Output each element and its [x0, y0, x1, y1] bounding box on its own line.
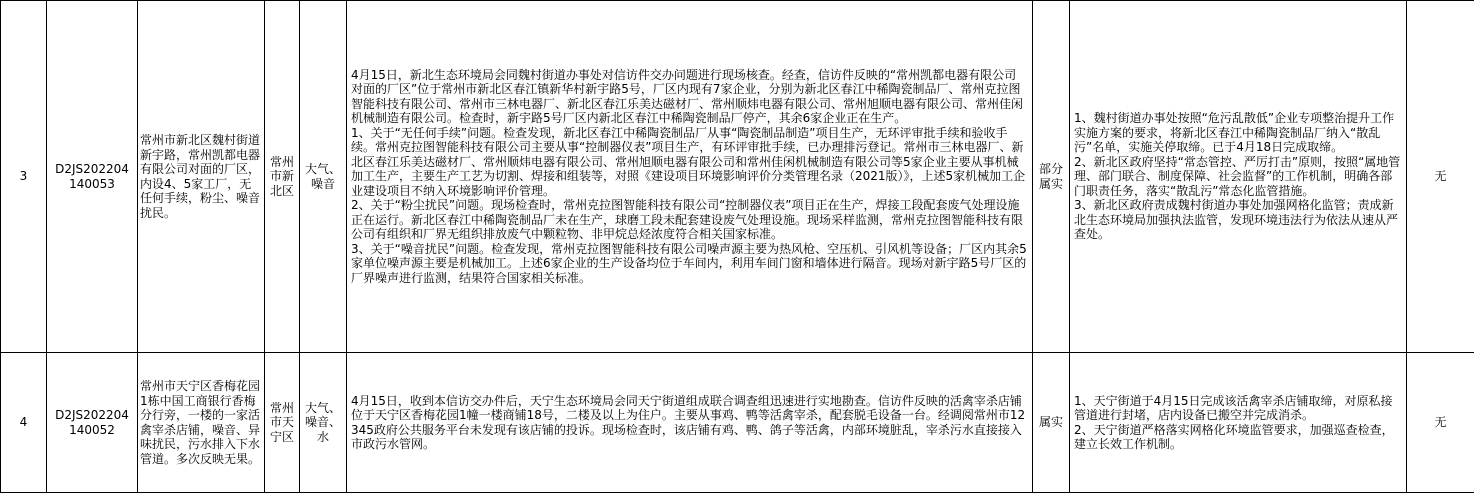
handling-measures: 1、天宁街道于4月15日完成该活禽宰杀店铺取缔，对原私接管道进行封堵，店内设备已搬空并完成消杀。 2、天宁街道严格落实网格化环境监管要求，加强巡查检查，建立长效工作机制。 — [1070, 353, 1407, 493]
pollution-type: 大气、噪音、水 — [300, 353, 347, 493]
investigation-result: 4月15日，新北生态环境局会同魏村街道办事处对信访件交办问题进行现场核查。经查，信访件反映的“常州凯都电器有限公司对面的厂区”位于常州市新北区春江镇新华村新宇路5号，厂区内现有7家企业，分别为新北区春江中稀陶瓷制品厂、常州克拉图智能科技有限公司、常州市三林电器厂、新北区春江乐美达磁材厂、常州顺炜电器有限公司、常州旭顺电器有限公司、常州佳闲机械制造有限公司。检查时，新宇路5号厂区内新北区春江中稀陶瓷制品厂停产，其余6家企业正在生产。 1、关于“无任何手续”问题。检查发现，新北区春江中稀陶瓷制品厂从事“陶瓷制品制造”项目生产，无环评审批手续和验收手续。常州克拉图智能科技有限公司主要从事“控制器仪表”项目生产，有环评审批手续，已办理排污登记。常州市三林电器厂、新北区春江乐美达磁材厂、常州顺炜电器有限公司、常州旭顺电器有限公司和常州佳闲机械制造有限公司等5家企业主要从事机械加工生产，主要生产工艺为切割、焊接和组装等，对照《建设项目环境影响评价分类管理名录（2021版）》，上述5家机械加工企业建设项目不纳入环境影响评价管理。 2、关于“粉尘扰民”问题。现场检查时，常州克拉图智能科技有限公司“控制器仪表”项目正在生产，焊接工段配套废气处理设施正在运行。新北区春江中稀陶瓷制品厂未在生产，球磨工段未配套建设废气处理设施。现场采样监测，常州克拉图智能科技有限公司有组织和厂界无组织排放废气中颗粒物、非甲烷总烃浓度符合相关国家标准。 3、关于“噪音扰民”问题。检查发现，常州克拉图智能科技有限公司噪声源主要为热风枪、空压机、引风机等设备；厂区内其余5家单位噪声源主要是机械加工。上述6家企业的生产设备均位于车间内，利用车间门窗和墙体进行隔音。现场对新宇路5号厂区的厂界噪声进行监测，结果符合国家相关标准。 — [347, 1, 1033, 353]
case-code: D2JS202204 140053 — [47, 1, 138, 353]
row-index: 3 — [1, 1, 47, 353]
accountability: 无 — [1407, 1, 1474, 353]
district: 常州市天宁区 — [265, 353, 300, 493]
handling-measures: 1、魏村街道办事处按照“危污乱散低”企业专项整治提升工作实施方案的要求，将新北区春江中稀陶瓷制品厂纳入“散乱污”名单，实施关停取缔。已于4月18日完成取缔。 2、新北区政府坚持“常态管控、严厉打击”原则，按照“属地管理、部门联合、制度保障、社会监督”的工作机制，明确各部门职责任务，落实“散乱污”常态化监管措施。 3、新北区政府责成魏村街道办事处加强网格化监管；责成新北生态环境局加强执法监管，发现环境违法行为依法从速从严查处。 — [1070, 1, 1407, 353]
verdict: 属实 — [1033, 353, 1070, 493]
verdict: 部分属实 — [1033, 1, 1070, 353]
investigation-result: 4月15日，收到本信访交办件后，天宁生态环境局会同天宁街道组成联合调查组迅速进行实地勘查。信访件反映的活禽宰杀店铺位于天宁区香梅花园1幢一楼商铺18号，二楼及以上为住户。主要从事鸡、鸭等活禽宰杀，配套脱毛设备一台。经调阅常州市12345政府公共服务平台未发现有该店铺的投诉。现场检查时，该店铺有鸡、鸭、鸽子等活禽，内部环境脏乱，宰杀污水直接接入市政污水管网。 — [347, 353, 1033, 493]
district: 常州市新北区 — [265, 1, 300, 353]
row-index: 4 — [1, 353, 47, 493]
complaint-content: 常州市天宁区香梅花园1栋中国工商银行香梅分行旁，一楼的一家活禽宰杀店铺，噪音、异味扰民，污水排入下水管道。多次反映无果。 — [138, 353, 265, 493]
table-row — [1, 353, 1474, 493]
accountability: 无 — [1407, 353, 1474, 493]
case-code: D2JS202204 140052 — [47, 353, 138, 493]
complaint-content: 常州市新北区魏村街道新宇路，常州凯都电器有限公司对面的厂区，内设4、5家工厂，无任何手续，粉尘、噪音扰民。 — [138, 1, 265, 353]
pollution-type: 大气、噪音 — [300, 1, 347, 353]
table-row — [1, 1, 1474, 353]
